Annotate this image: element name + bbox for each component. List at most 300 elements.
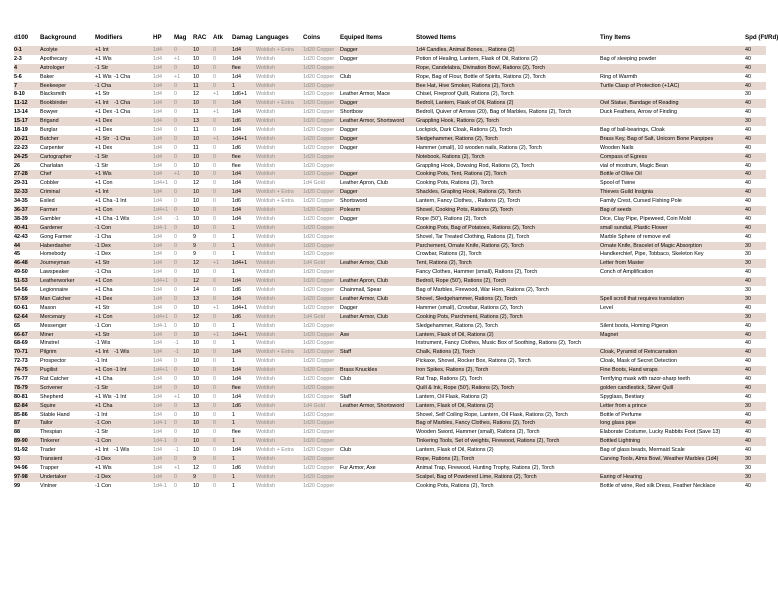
cell-speed: 40 <box>745 411 751 418</box>
cell-mag: 0 <box>174 331 177 338</box>
cell-atk: 0 <box>213 233 216 240</box>
cell-languages: Woldish <box>256 411 276 418</box>
cell-hp: 1d4-1 <box>153 224 167 231</box>
cell-coins: 1d20 Copper <box>303 473 335 480</box>
cell-damage: 1d4 <box>232 367 241 374</box>
cell-languages: Woldish <box>256 287 276 294</box>
cell-modifier-1: -1 Str <box>95 153 109 160</box>
header-equipped-items: Equiped Items <box>340 34 383 41</box>
table-row <box>14 82 766 91</box>
table-row <box>14 304 766 313</box>
cell-coins: 1d20 Copper <box>303 411 335 418</box>
cell-damage: 1d4 <box>232 295 241 302</box>
cell-background: Haberdasher <box>40 242 72 249</box>
cell-modifier-1: +1 Int <box>95 349 109 356</box>
cell-stowed-items: Animal Trap, Firewood, Hunting Trophy, Rations (2), Torch <box>416 464 555 471</box>
cell-coins: 1d20 Copper <box>303 384 335 391</box>
cell-hp: 1d4 <box>153 153 162 160</box>
cell-modifier-1: -1 Con <box>95 420 112 427</box>
cell-rac: 12 <box>193 91 199 98</box>
table-row <box>14 179 766 188</box>
table-row <box>14 206 766 215</box>
table-row <box>14 411 766 420</box>
cell-hp: 1d4 <box>153 233 162 240</box>
cell-coins: 1d20 Copper <box>303 331 335 338</box>
cell-damage: 1d4+1 <box>232 260 248 267</box>
cell-stowed-items: Bee Hat, Hive Smoker, Rations (2), Torch <box>416 82 515 89</box>
cell-background: Butcher <box>40 135 59 142</box>
cell-tiny-items: Fine Boots, Hand wraps <box>600 367 658 374</box>
table-row <box>14 268 766 277</box>
cell-speed: 30 <box>745 313 751 320</box>
table-row <box>14 46 766 55</box>
cell-equipped-items <box>340 411 416 420</box>
cell-mag: 0 <box>174 189 177 196</box>
cell-languages: Woldish + Extra <box>256 349 294 356</box>
header-atk: Atk <box>213 34 223 41</box>
cell-modifier-1: +1 Wis <box>95 73 112 80</box>
cell-rac: 10 <box>193 100 199 107</box>
cell-tiny-items: Cloak, Pyramid of Reincarnation <box>600 349 678 356</box>
cell-hp: 1d4 <box>153 304 162 311</box>
cell-atk: 0 <box>213 127 216 134</box>
cell-speed: 40 <box>745 384 751 391</box>
table-row <box>14 250 766 259</box>
cell-d100: 87 <box>14 420 20 427</box>
cell-tiny-items <box>600 277 745 286</box>
cell-background: Stable Hand <box>40 411 70 418</box>
cell-stowed-items: Chalk, Rations (2), Torch <box>416 349 476 356</box>
cell-tiny-items: Cloak, Mask of Secret Detection <box>600 358 677 365</box>
table-row <box>14 224 766 233</box>
cell-atk: +1 <box>213 135 220 142</box>
cell-modifier-2: -1 Wis <box>114 447 130 454</box>
table-row <box>14 473 766 482</box>
cell-stowed-items: Parchement, Ornate Knife, Rations (2), Torch <box>416 242 524 249</box>
cell-speed: 40 <box>745 47 751 53</box>
cell-equipped-items: Dagger <box>340 55 358 62</box>
cell-modifier-1: -1 Dex <box>95 242 111 249</box>
cell-stowed-items: Instrument, Fancy Clothes, Music Box of Soothing, Rations (2), Torch <box>416 340 581 347</box>
cell-rac: 11 <box>193 127 199 134</box>
cell-mag: +1 <box>174 393 181 400</box>
table-row <box>14 126 766 135</box>
table-row <box>14 339 766 348</box>
cell-mag: -1 <box>174 447 179 454</box>
table-row <box>14 286 766 295</box>
cell-modifier-1: -1 Wis <box>95 340 111 347</box>
cell-mag: 0 <box>174 375 177 382</box>
cell-hp: 1d4-1 <box>153 438 167 445</box>
cell-hp: 1d4 <box>153 340 162 347</box>
cell-atk: 0 <box>213 349 216 356</box>
cell-rac: 10 <box>193 171 199 178</box>
cell-speed: 40 <box>745 198 751 205</box>
cell-atk: 0 <box>213 47 216 53</box>
cell-damage: 1d4 <box>232 278 241 285</box>
cell-background: Shepherd <box>40 393 64 400</box>
cell-modifier-1: +1 Cha <box>95 198 113 205</box>
cell-damage: 1 <box>232 224 235 231</box>
cell-coins: 1d20 Copper <box>303 455 335 462</box>
table-row <box>14 64 766 73</box>
cell-damage: flee <box>232 384 241 391</box>
cell-hp: 1d4 <box>153 135 162 142</box>
cell-languages: Woldish <box>256 224 276 231</box>
cell-coins: 1d20 Copper <box>303 438 335 445</box>
cell-background: Brigand <box>40 118 59 125</box>
cell-d100: 93 <box>14 455 20 462</box>
cell-d100: 36-37 <box>14 207 28 214</box>
cell-speed: 30 <box>745 402 751 409</box>
cell-mag: 0 <box>174 287 177 294</box>
cell-background: Pilgrim <box>40 349 57 356</box>
cell-modifier-2: -1 Int <box>114 393 127 400</box>
cell-equipped-items: Dagger <box>340 215 358 222</box>
cell-tiny-items: Carving Tools, Alms Bowl, Weather Marbles (1d4) <box>600 455 719 462</box>
cell-speed: 40 <box>745 144 751 151</box>
cell-background: Mercenary <box>40 313 66 320</box>
cell-speed: 40 <box>745 322 751 329</box>
cell-atk: 0 <box>213 358 216 365</box>
cell-d100: 65 <box>14 322 20 329</box>
cell-modifier-1: +1 Dex <box>95 144 113 151</box>
table-row <box>14 197 766 206</box>
cell-mag: +1 <box>174 464 181 471</box>
cell-d100: 24-25 <box>14 153 28 160</box>
cell-tiny-items: Family Crest, Cursed Fishing Pole <box>600 198 682 205</box>
cell-modifier-1: -1 Cha <box>95 82 112 89</box>
cell-speed: 30 <box>745 242 751 249</box>
cell-atk: 0 <box>213 482 216 489</box>
table-row <box>14 357 766 366</box>
cell-d100: 40-41 <box>14 224 28 231</box>
cell-coins: 1d20 Copper <box>303 189 335 196</box>
cell-modifier-1: -1 Dex <box>95 455 111 462</box>
cell-mag: 0 <box>174 304 177 311</box>
table-row <box>14 135 766 144</box>
cell-modifier-1: +1 Cha <box>95 402 113 409</box>
cell-stowed-items: 1d4 Candles, Animal Bones, , Rations (2) <box>416 47 515 53</box>
cell-atk: 0 <box>213 55 216 62</box>
cell-d100: 85-86 <box>14 411 28 418</box>
cell-stowed-items: Sledgehammer, Rations (2), Torch <box>416 135 498 142</box>
cell-mag: 0 <box>174 180 177 187</box>
cell-coins: 1d20 Copper <box>303 198 335 205</box>
cell-atk: 0 <box>213 295 216 302</box>
cell-atk: 0 <box>213 64 216 71</box>
table-row <box>14 455 766 464</box>
cell-stowed-items: Rat Trap, Rations (2), Torch <box>416 375 483 382</box>
cell-atk: +1 <box>213 260 220 267</box>
cell-mag: 0 <box>174 242 177 249</box>
cell-equipped-items: Club <box>340 447 352 454</box>
cell-equipped-items: Dagger <box>340 144 358 151</box>
cell-tiny-items: Letter from a prince <box>600 402 647 409</box>
cell-speed: 40 <box>745 358 751 365</box>
cell-hp: 1d4 <box>153 100 162 107</box>
cell-equipped-items <box>340 482 416 491</box>
cell-background: Miner <box>40 331 54 338</box>
cell-coins: 1d20 Copper <box>303 482 335 489</box>
cell-languages: Woldish <box>256 438 276 445</box>
cell-speed: 40 <box>745 367 751 374</box>
header-rac: RAC <box>193 34 207 41</box>
cell-mag: 0 <box>174 455 177 462</box>
cell-speed: 40 <box>745 189 751 196</box>
cell-damage: 1d4 <box>232 215 241 222</box>
cell-atk: 0 <box>213 171 216 178</box>
cell-coins: 1d20 Copper <box>303 153 335 160</box>
cell-modifier-1: -1 Str <box>95 384 109 391</box>
cell-rac: 13 <box>193 118 199 125</box>
cell-stowed-items: Wooden Sword, Hammer (small), Rations (2), Torch <box>416 429 540 436</box>
cell-d100: 34-35 <box>14 198 28 205</box>
table-row <box>14 170 766 179</box>
cell-modifier-1: -1 Con <box>95 224 112 231</box>
cell-damage: 1d4+1 <box>232 135 248 142</box>
cell-d100: 62-64 <box>14 313 28 320</box>
cell-equipped-items: Chainmail, Spear <box>340 287 382 294</box>
cell-coins: 1d20 Copper <box>303 420 335 427</box>
header-coins: Coins <box>303 34 321 41</box>
cell-coins: 1d20 Copper <box>303 135 335 142</box>
cell-stowed-items: Sledgehammer, Rations (2), Torch <box>416 322 498 329</box>
cell-speed: 40 <box>745 482 751 489</box>
cell-rac: 13 <box>193 402 199 409</box>
cell-mag: 0 <box>174 144 177 151</box>
cell-background: Exiled <box>40 198 55 205</box>
cell-mag: 0 <box>174 118 177 125</box>
cell-mag: 0 <box>174 64 177 71</box>
cell-rac: 10 <box>193 447 199 454</box>
cell-coins: 1d20 Copper <box>303 358 335 365</box>
cell-atk: 0 <box>213 393 216 400</box>
cell-d100: 70-71 <box>14 349 28 356</box>
header-hp: HP <box>153 34 162 41</box>
cell-rac: 10 <box>193 411 199 418</box>
cell-rac: 10 <box>193 73 199 80</box>
cell-coins: 1d20 Copper <box>303 215 335 222</box>
cell-coins: 1d20 Copper <box>303 304 335 311</box>
cell-equipped-items <box>340 473 416 482</box>
cell-languages: Woldish <box>256 358 276 365</box>
cell-tiny-items: Dice, Clay Pipe, Pipeweed, Coin Mold <box>600 215 691 222</box>
cell-background: Trapper <box>40 464 59 471</box>
header-tiny-items: Tiny Items <box>600 34 631 41</box>
cell-stowed-items: Cooking Pots, Parchment, Rations (2), Torch <box>416 313 523 320</box>
cell-equipped-items <box>340 455 416 464</box>
cell-background: Scrivener <box>40 384 63 391</box>
cell-atk: 0 <box>213 375 216 382</box>
cell-modifier-1: -1 Str <box>95 64 109 71</box>
cell-languages: Woldish <box>256 153 276 160</box>
cell-rac: 10 <box>193 162 199 169</box>
cell-languages: Woldish <box>256 295 276 302</box>
cell-mag: 0 <box>174 269 177 276</box>
cell-damage: 1d4 <box>232 180 241 187</box>
cell-damage: 1d4 <box>232 349 241 356</box>
cell-tiny-items: Conch of Amplification <box>600 269 654 276</box>
table-row <box>14 393 766 402</box>
cell-background: Vintner <box>40 482 57 489</box>
cell-hp: 1d4 <box>153 162 162 169</box>
cell-modifier-1: -1 Str <box>95 162 109 169</box>
cell-speed: 40 <box>745 438 751 445</box>
cell-hp: 1d4 <box>153 198 162 205</box>
cell-atk: +1 <box>213 91 220 98</box>
cell-background: Legionnaire <box>40 287 69 294</box>
cell-speed: 40 <box>745 304 751 311</box>
cell-modifier-1: +1 Str <box>95 331 110 338</box>
table-row <box>14 419 766 428</box>
cell-coins: 1d20 Copper <box>303 127 335 134</box>
cell-d100: 99 <box>14 482 20 489</box>
cell-background: Burglar <box>40 127 58 134</box>
cell-languages: Woldish <box>256 109 276 116</box>
cell-mag: +1 <box>174 171 181 178</box>
cell-stowed-items: Lantern, Flask of Oil, Rations (2) <box>416 447 494 454</box>
cell-tiny-items: Bottle of Perfume <box>600 411 642 418</box>
cell-rac: 10 <box>193 340 199 347</box>
cell-hp: 1d4 <box>153 91 162 98</box>
table-row <box>14 233 766 242</box>
cell-coins: 1d4 Gold <box>303 402 325 409</box>
cell-d100: 18-19 <box>14 127 28 134</box>
cell-damage: 1d4 <box>232 55 241 62</box>
cell-languages: Woldish <box>256 64 276 71</box>
cell-rac: 10 <box>193 331 199 338</box>
cell-rac: 10 <box>193 304 199 311</box>
cell-languages: Woldish <box>256 402 276 409</box>
cell-background: Messenger <box>40 322 67 329</box>
cell-atk: 0 <box>213 251 216 258</box>
cell-tiny-items: small sundial, Plastic Flower <box>600 224 668 231</box>
cell-hp: 1d4 <box>153 47 162 53</box>
cell-background: Gambler <box>40 215 61 222</box>
cell-tiny-items: Level <box>600 304 613 311</box>
cell-coins: 1d20 Copper <box>303 82 335 89</box>
cell-tiny-items: Earing of Hearing <box>600 473 642 480</box>
table-body <box>14 46 766 491</box>
cell-mag: 0 <box>174 135 177 142</box>
cell-coins: 1d20 Copper <box>303 340 335 347</box>
cell-atk: 0 <box>213 118 216 125</box>
cell-tiny-items: Silent boots, Homing Pigeon <box>600 322 669 329</box>
cell-modifier-1: +1 Wis <box>95 464 112 471</box>
cell-stowed-items: Rope (50'), Rations (2), Torch <box>416 215 487 222</box>
cell-languages: Woldish <box>256 482 276 489</box>
table-row <box>14 366 766 375</box>
cell-tiny-items <box>600 46 745 55</box>
cell-tiny-items: Owl Statue, Bandage of Reading <box>600 100 679 107</box>
cell-d100: 22-23 <box>14 144 28 151</box>
cell-mag: 0 <box>174 313 177 320</box>
table-row <box>14 482 766 491</box>
cell-damage: 1d4+1 <box>232 331 248 338</box>
cell-mag: -1 <box>174 215 179 222</box>
cell-hp: 1d4 <box>153 189 162 196</box>
cell-stowed-items: Cooking Pots, Bag of Potatoes, Rations (2), Torch <box>416 224 535 231</box>
cell-speed: 40 <box>745 109 751 116</box>
cell-damage: 1 <box>232 82 235 89</box>
cell-coins: 1d20 Copper <box>303 429 335 436</box>
cell-coins: 1d20 Copper <box>303 242 335 249</box>
cell-atk: 0 <box>213 464 216 471</box>
cell-background: Undertaker <box>40 473 67 480</box>
cell-hp: 1d4 <box>153 215 162 222</box>
cell-languages: Woldish <box>256 171 276 178</box>
cell-atk: 0 <box>213 73 216 80</box>
cell-languages: Woldish <box>256 144 276 151</box>
table-row <box>14 188 766 197</box>
cell-modifier-1: +1 Str <box>95 135 110 142</box>
cell-background: Lawspeaker <box>40 269 70 276</box>
cell-d100: 46-48 <box>14 260 28 267</box>
cell-equipped-items: Shortbow <box>340 109 363 116</box>
cell-languages: Woldish <box>256 429 276 436</box>
cell-background: Rat Catcher <box>40 375 69 382</box>
cell-rac: 10 <box>193 420 199 427</box>
cell-background: Man Catcher <box>40 295 71 302</box>
cell-speed: 30 <box>745 464 751 471</box>
cell-hp: 1d4 <box>153 118 162 125</box>
cell-hp: 1d4 <box>153 127 162 134</box>
cell-atk: 0 <box>213 473 216 480</box>
cell-equipped-items: Leather Armor, Mace <box>340 91 391 98</box>
cell-equipped-items <box>340 162 416 171</box>
cell-stowed-items: Cooking Pots, Rations (2), Torch <box>416 482 494 489</box>
cell-rac: 10 <box>193 438 199 445</box>
cell-background: Thespian <box>40 429 63 436</box>
table-row <box>14 428 766 437</box>
cell-stowed-items: Rope, Candelabra, Divination Bowl, Rations (2), Torch <box>416 64 546 71</box>
cell-hp: 1d4 <box>153 349 162 356</box>
cell-languages: Woldish <box>256 260 276 267</box>
cell-hp: 1d4 <box>153 171 162 178</box>
table-row <box>14 215 766 224</box>
cell-stowed-items: Shovel, Cooking Pots, Rations (2), Torch <box>416 207 513 214</box>
cell-atk: 0 <box>213 411 216 418</box>
cell-background: Chef <box>40 171 52 178</box>
cell-languages: Woldish <box>256 278 276 285</box>
cell-rac: 10 <box>193 322 199 329</box>
cell-atk: 0 <box>213 153 216 160</box>
cell-background: Transient <box>40 455 63 462</box>
table-row <box>14 153 766 162</box>
cell-atk: +1 <box>213 109 220 116</box>
cell-mag: 0 <box>174 127 177 134</box>
cell-speed: 40 <box>745 82 751 89</box>
cell-d100: 13-14 <box>14 109 28 116</box>
cell-coins: 1d4 Gold <box>303 180 325 187</box>
cell-speed: 40 <box>745 180 751 187</box>
table-row <box>14 437 766 446</box>
cell-languages: Woldish <box>256 464 276 471</box>
cell-hp: 1d4 <box>153 358 162 365</box>
cell-rac: 10 <box>193 429 199 436</box>
cell-tiny-items: Bag of sleeping powder <box>600 55 657 62</box>
cell-tiny-items: Thieves Guild Insignia <box>600 189 654 196</box>
cell-stowed-items: Hammer (small), 10 wooden nails, Rations (2), Torch <box>416 144 542 151</box>
cell-rac: 9 <box>193 251 196 258</box>
cell-d100: 72-73 <box>14 358 28 365</box>
cell-rac: 10 <box>193 64 199 71</box>
cell-stowed-items: Crowbar, Rations (2), Torch <box>416 251 482 258</box>
cell-hp: 1d4+1 <box>153 278 169 285</box>
cell-speed: 40 <box>745 269 751 276</box>
cell-languages: Woldish <box>256 135 276 142</box>
